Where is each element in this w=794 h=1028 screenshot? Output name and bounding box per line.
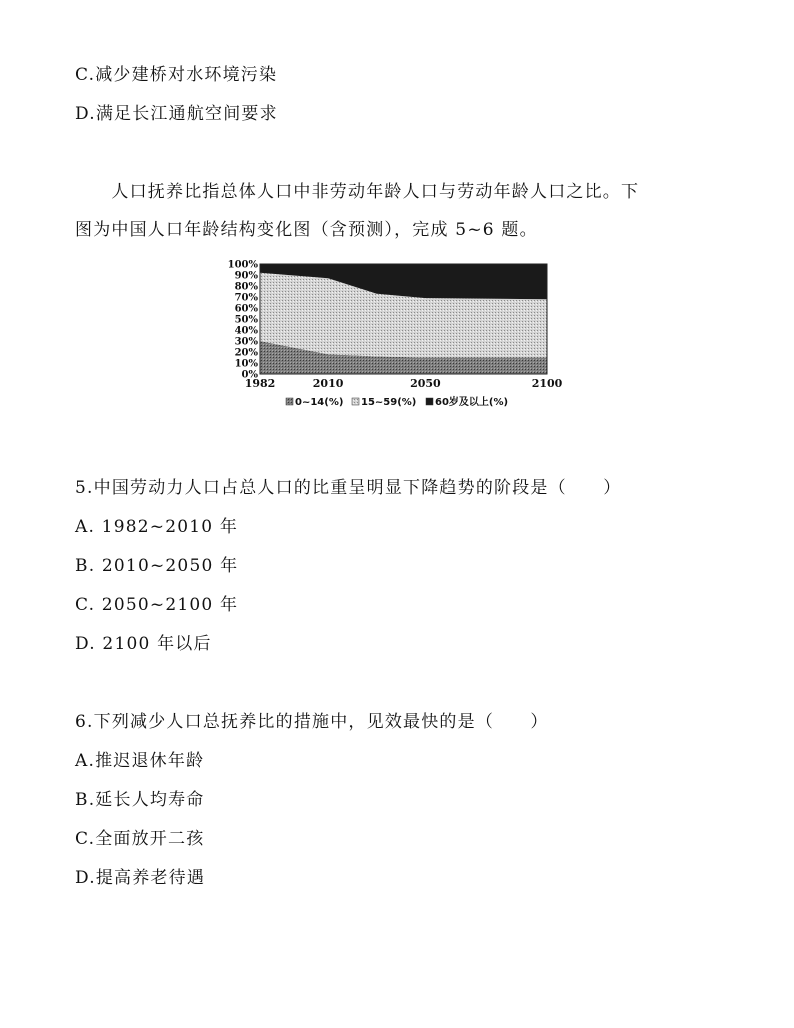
- intro-line-1: 人口抚养比指总体人口中非劳动年龄人口与劳动年龄人口之比。下: [75, 182, 640, 202]
- x-tick-label: 2100: [531, 377, 563, 390]
- chart-svg: [228, 258, 573, 414]
- population-age-chart: [228, 258, 573, 414]
- q6-option-d: D.提高养老待遇: [75, 868, 206, 888]
- y-tick-label: 80%: [234, 281, 258, 293]
- q5-option-d: D. 2100 年以后: [75, 634, 212, 654]
- y-tick-label: 20%: [234, 347, 258, 359]
- y-tick-label: 60%: [234, 303, 258, 315]
- legend-label: 0~14(%): [295, 397, 344, 408]
- q6-option-b: B.延长人均寿命: [75, 790, 205, 810]
- x-tick-label: 2010: [312, 377, 344, 390]
- q6-stem: 6.下列减少人口总抚养比的措施中，见效最快的是（ ）: [75, 712, 549, 732]
- y-tick-label: 70%: [234, 292, 258, 304]
- y-tick-label: 40%: [234, 325, 258, 337]
- option-c-prev: C.减少建桥对水环境污染: [75, 65, 278, 85]
- legend-label: 15~59(%): [361, 397, 417, 408]
- y-tick-label: 100%: [228, 259, 258, 271]
- y-tick-label: 90%: [234, 270, 258, 282]
- q5-option-c: C. 2050~2100 年: [75, 595, 239, 615]
- y-tick-label: 50%: [234, 314, 258, 326]
- q5-option-b: B. 2010~2050 年: [75, 556, 239, 576]
- option-d-prev: D.满足长江通航空间要求: [75, 104, 278, 124]
- x-tick-label: 2050: [410, 377, 441, 390]
- q6-option-a: A.推迟退休年龄: [75, 751, 205, 771]
- legend-swatch: [352, 398, 359, 405]
- x-tick-label: 1982: [244, 377, 276, 390]
- legend-label: 60岁及以上(%): [435, 397, 509, 408]
- legend-swatch: [426, 398, 433, 405]
- legend-swatch: [286, 398, 293, 405]
- intro-line-2: 图为中国人口年龄结构变化图（含预测），完成 5~6 题。: [75, 220, 538, 240]
- q5-option-a: A. 1982~2010 年: [75, 517, 239, 537]
- q6-option-c: C.全面放开二孩: [75, 829, 205, 849]
- y-tick-label: 10%: [234, 358, 258, 370]
- q5-stem: 5.中国劳动力人口占总人口的比重呈明显下降趋势的阶段是（ ）: [75, 478, 622, 498]
- y-tick-label: 0%: [241, 369, 258, 381]
- y-tick-label: 30%: [234, 336, 258, 348]
